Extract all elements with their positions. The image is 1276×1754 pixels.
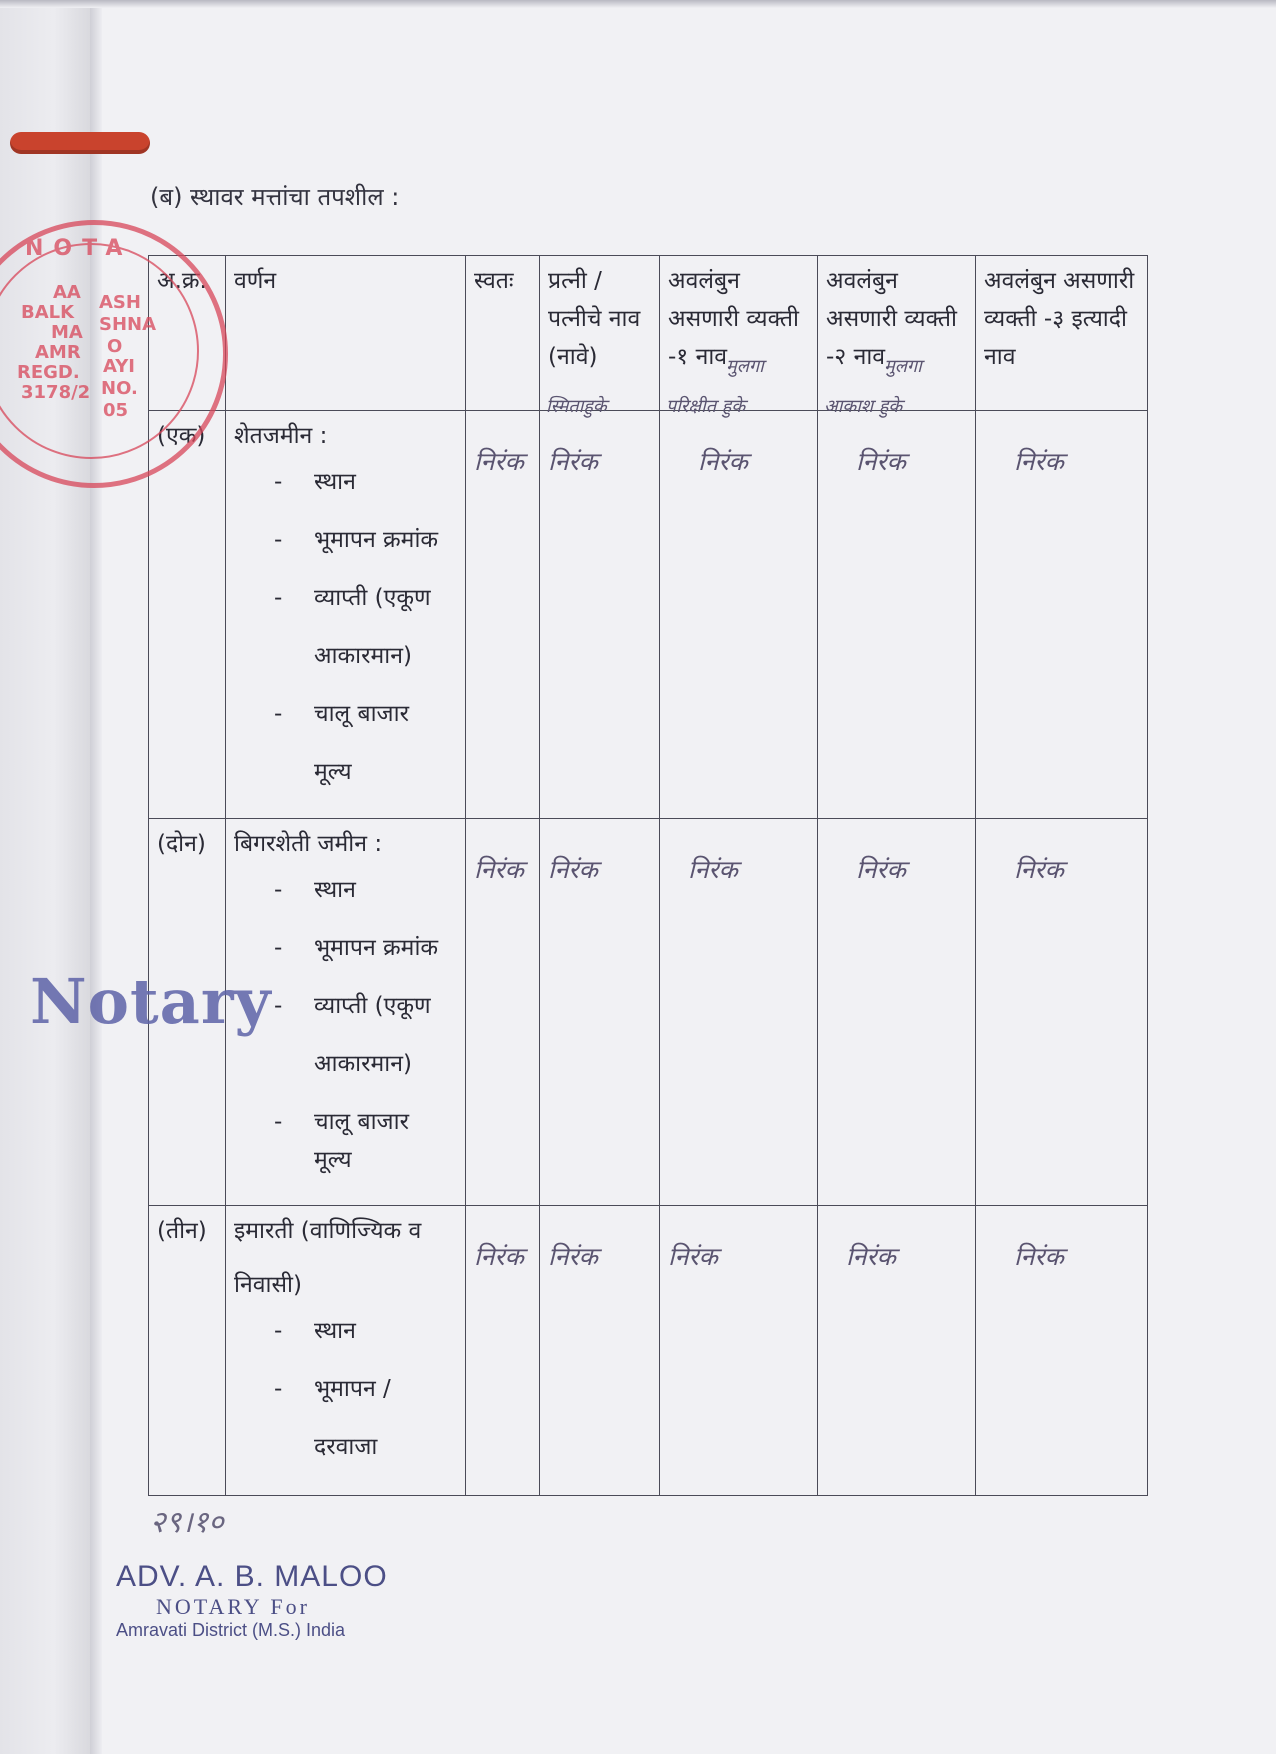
seal-text: SHNA (99, 314, 157, 335)
header-dependent-2 (818, 256, 976, 417)
seal-text: NO. (101, 378, 138, 399)
handwritten-dependent-2-name: आकाश हुके (824, 396, 903, 417)
value-spouse: निरंक (540, 819, 660, 1206)
seal-inner-ring (0, 243, 199, 459)
handwritten-dependent-1-relation: मुलगा (726, 356, 764, 377)
handwritten-spouse-name: स्मिताहुके (546, 396, 607, 417)
seal-text: MA (51, 322, 83, 343)
seal-text: ASH (99, 292, 141, 313)
seal-text: NOTA (25, 236, 133, 261)
sub-item: - चालू बाजार मूल्य (234, 695, 457, 791)
immovable-assets-table (148, 255, 1148, 1496)
value-spouse: निरंक (540, 1206, 660, 1496)
page-top-edge (0, 0, 1276, 8)
sub-item: - भूमापन क्रमांक (234, 929, 457, 967)
row-sr: (तीन) (149, 1206, 226, 1496)
value-self: निरंक (466, 1206, 540, 1496)
value-dependent-1: निरंक (660, 819, 818, 1206)
row-title: इमारती (वाणिज्यिक व (234, 1218, 422, 1244)
header-spouse-label: प्रत्नी / पत्नीचे नाव (नावे) (548, 268, 641, 370)
notary-title: NOTARY For (156, 1594, 310, 1619)
seal-text: BALK (21, 302, 75, 323)
sub-item: - भूमापन क्रमांक (234, 521, 457, 559)
row-title: बिगरशेती जमीन : (234, 831, 383, 857)
value-dependent-3: निरंक (976, 819, 1148, 1206)
seal-text: AYI (103, 356, 135, 377)
value-dependent-2: निरंक (818, 1206, 976, 1496)
row-description (226, 1206, 466, 1496)
header-self: स्वतः (466, 256, 540, 411)
seal-text: 05 (103, 400, 129, 421)
value-spouse: निरंक (540, 411, 660, 819)
row-sr: (दोन) (149, 819, 226, 1206)
value-dependent-2: निरंक (818, 819, 976, 1206)
row-sr: (एक) (149, 411, 226, 819)
header-dependent-2-label: अवलंबुन असणारी व्यक्ती -२ नाव (826, 268, 957, 370)
header-dependent-1 (660, 256, 818, 417)
table-row (149, 1206, 1148, 1496)
sub-item: - व्याप्ती (एकूण आकारमान) (234, 579, 457, 675)
table-row (149, 411, 1148, 819)
row-description (226, 411, 466, 819)
seal-text: AA (53, 282, 81, 303)
seal-text: 3178/2 (21, 382, 91, 403)
sub-item: - भूमापन / दरवाजा (234, 1370, 457, 1466)
row-title: शेतजमीन : (234, 423, 328, 449)
header-dependent-3: अवलंबुन असणारी व्यक्ती -३ इत्यादी नाव (976, 256, 1148, 411)
value-dependent-3: निरंक (976, 1206, 1148, 1496)
notary-stamp-block (116, 1560, 388, 1641)
value-self: निरंक (466, 819, 540, 1206)
header-description: वर्णन (226, 256, 466, 411)
notary-name: ADV. A. B. MALOO (116, 1560, 388, 1593)
value-dependent-1: निरंक (660, 411, 818, 819)
seal-text: REGD. (17, 362, 80, 383)
table-row (149, 819, 1148, 1206)
header-sr: अ.क्र. (149, 256, 226, 411)
sub-item: - चालू बाजार मूल्य (234, 1103, 457, 1179)
seal-text: O (107, 336, 123, 357)
handwritten-dependent-2-relation: मुलगा (884, 356, 922, 377)
sub-item: - स्थान (234, 871, 457, 909)
sub-item: - स्थान (234, 463, 457, 501)
sub-item: - स्थान (234, 1312, 457, 1350)
notary-stamp-word: Notary (30, 965, 272, 1038)
sub-item: - व्याप्ती (एकूण आकारमान) (234, 987, 457, 1083)
handwritten-dependent-1-name: परिक्षीत हुके (666, 396, 746, 417)
binding-thread (10, 132, 150, 154)
value-dependent-2: निरंक (818, 411, 976, 819)
handwritten-signature: २९।१० (150, 1505, 224, 1540)
header-spouse (540, 256, 660, 417)
table-header-row (149, 256, 1148, 411)
header-dependent-1-label: अवलंबुन असणारी व्यक्ती -१ नाव (668, 268, 799, 370)
value-self: निरंक (466, 411, 540, 819)
section-heading: (ब) स्थावर मत्तांचा तपशील : (150, 183, 400, 211)
value-dependent-1: निरंक (660, 1206, 818, 1496)
seal-text: AMR (35, 342, 81, 363)
row-title-line-2: निवासी) (234, 1272, 302, 1298)
value-dependent-3: निरंक (976, 411, 1148, 819)
notary-location: Amravati District (M.S.) India (116, 1620, 346, 1640)
